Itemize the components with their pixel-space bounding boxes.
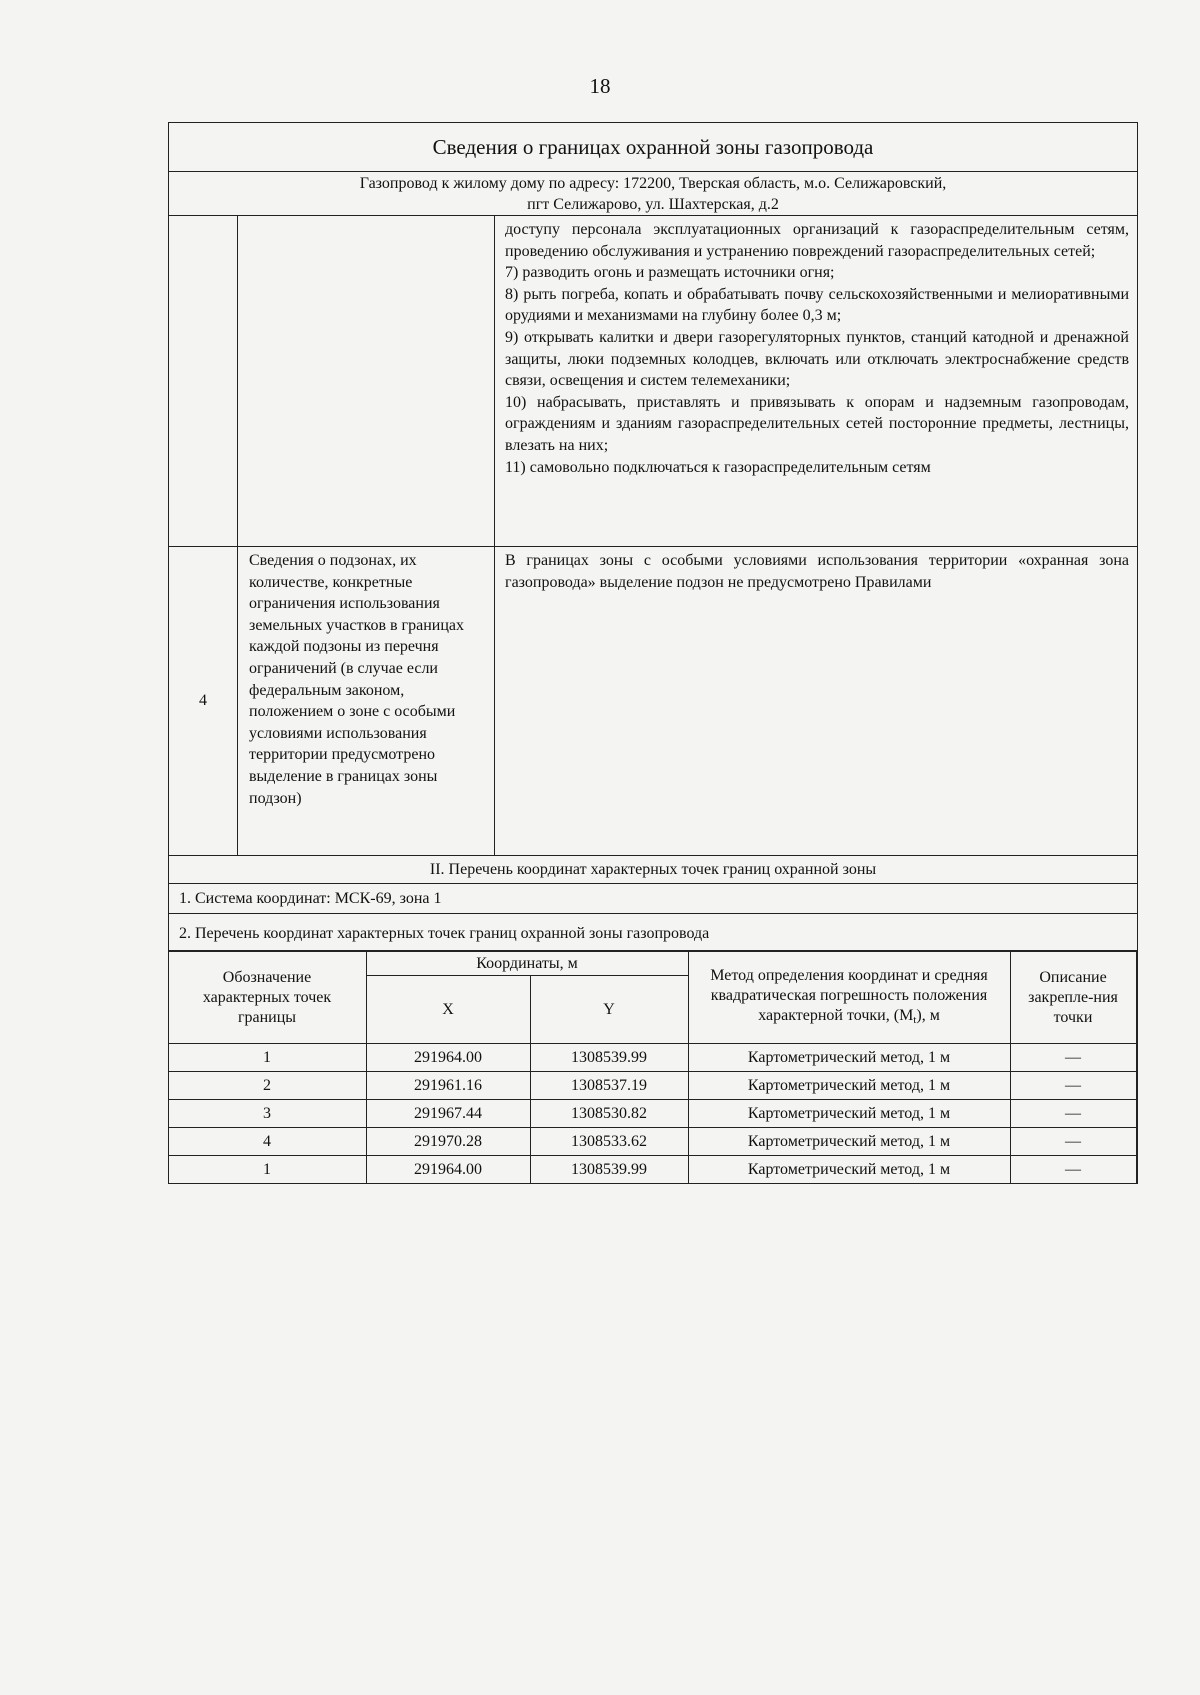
cell-point: 2 [168, 1072, 366, 1100]
restriction-paragraph: 10) набрасывать, приставлять и привязывать к опорам и надземным газопроводам, ограждениям и зданиям газораспределительных сетей посторонние предметы, лестницы, влезать на них; [505, 393, 1129, 454]
coordinates-table [168, 951, 1137, 1184]
header-method [688, 952, 1010, 1044]
cell-x: 291970.28 [366, 1128, 530, 1156]
cell-desc: — [1010, 1128, 1136, 1156]
cell-point: 4 [168, 1128, 366, 1156]
table-row [168, 1156, 1136, 1184]
cell-desc: — [1010, 1100, 1136, 1128]
restriction-paragraph: доступу персонала эксплуатационных организаций к газораспределительным сетям, проведению обслуживания и устранению повреждений газораспределительных сетей; [505, 221, 1129, 260]
cell-desc: — [1010, 1044, 1136, 1072]
zone-document [168, 122, 1138, 1184]
cell-point: 1 [168, 1156, 366, 1184]
cell-method: Картометрический метод, 1 м [688, 1156, 1010, 1184]
cell-y: 1308533.62 [530, 1128, 688, 1156]
header-y: Y [530, 976, 688, 1044]
header-method-end: ), м [916, 1006, 940, 1024]
cell-method: Картометрический метод, 1 м [688, 1128, 1010, 1156]
header-coords: Координаты, м [366, 952, 688, 976]
cell-y: 1308530.82 [530, 1100, 688, 1128]
row-number-cell [169, 216, 238, 546]
table-row [168, 1044, 1136, 1072]
subzones-name: Сведения о подзонах, их количестве, конкретные ограничения использования земельных участков в границах каждой подзоны из перечня ограничений (в случае если федеральным законом, положением о зоне с особыми условиями использования территории предусмотрено выделение в границах зоны подзон) [238, 547, 495, 855]
cell-point: 1 [168, 1044, 366, 1072]
header-point: Обозначение характерных точек границы [168, 952, 366, 1044]
cell-y: 1308537.19 [530, 1072, 688, 1100]
subzones-row [169, 547, 1137, 856]
cell-method: Картометрический метод, 1 м [688, 1100, 1010, 1128]
cell-x: 291967.44 [366, 1100, 530, 1128]
document-title: Сведения о границах охранной зоны газопровода [169, 123, 1137, 172]
cell-x: 291964.00 [366, 1156, 530, 1184]
subzones-text: В границах зоны с особыми условиями использования территории «охранная зона газопровода» выделение подзон не предусмотрено Правилами [505, 552, 1129, 591]
header-desc: Описание закрепле-ния точки [1010, 952, 1136, 1044]
cell-x: 291961.16 [366, 1072, 530, 1100]
restriction-paragraph: 11) самовольно подключаться к газораспределительным сетям [505, 458, 931, 476]
coordinate-system: 1. Система координат: МСК-69, зона 1 [169, 884, 1137, 914]
cell-method: Картометрический метод, 1 м [688, 1072, 1010, 1100]
restriction-paragraph: 7) разводить огонь и размещать источники огня; [505, 264, 835, 282]
header-method-subscript: t [913, 1013, 917, 1026]
table-row [168, 1072, 1136, 1100]
page-number: 18 [589, 74, 611, 98]
object-description [169, 172, 1137, 216]
restriction-paragraph: 8) рыть погреба, копать и обрабатывать почву сельскохозяйственными и мелиоративными орудиями и механизмами на глубину более 0,3 м; [505, 285, 1129, 325]
row-name-cell [238, 216, 495, 546]
object-line-1: Газопровод к жилому дому по адресу: 172200, Тверская область, м.о. Селижаровский, [359, 175, 947, 192]
cell-desc: — [1010, 1156, 1136, 1184]
object-line-2: пгт Селижарово, ул. Шахтерская, д.2 [527, 196, 779, 213]
cell-method: Картометрический метод, 1 м [688, 1044, 1010, 1072]
restriction-paragraph: 9) открывать калитки и двери газорегуляторных пунктов, станций катодной и дренажной защиты, люки подземных колодцев, включать или отключать электроснабжение средств связи, освещения и систем телемеханики; [505, 328, 1129, 390]
restrictions-text [495, 216, 1137, 546]
restrictions-continuation-row [169, 216, 1137, 547]
cell-point: 3 [168, 1100, 366, 1128]
cell-desc: — [1010, 1072, 1136, 1100]
subzones-number: 4 [169, 547, 238, 855]
header-x: X [366, 976, 530, 1044]
cell-y: 1308539.99 [530, 1156, 688, 1184]
table-row [168, 1128, 1136, 1156]
cell-x: 291964.00 [366, 1044, 530, 1072]
section-heading: II. Перечень координат характерных точек границ охранной зоны [169, 856, 1137, 884]
header-method-text: Метод определения координат и средняя квадратическая погрешность положения характерной точки, (M [710, 966, 988, 1024]
cell-y: 1308539.99 [530, 1044, 688, 1072]
table-row [168, 1100, 1136, 1128]
coordinates-list-title: 2. Перечень координат характерных точек границ охранной зоны газопровода [169, 914, 1137, 951]
